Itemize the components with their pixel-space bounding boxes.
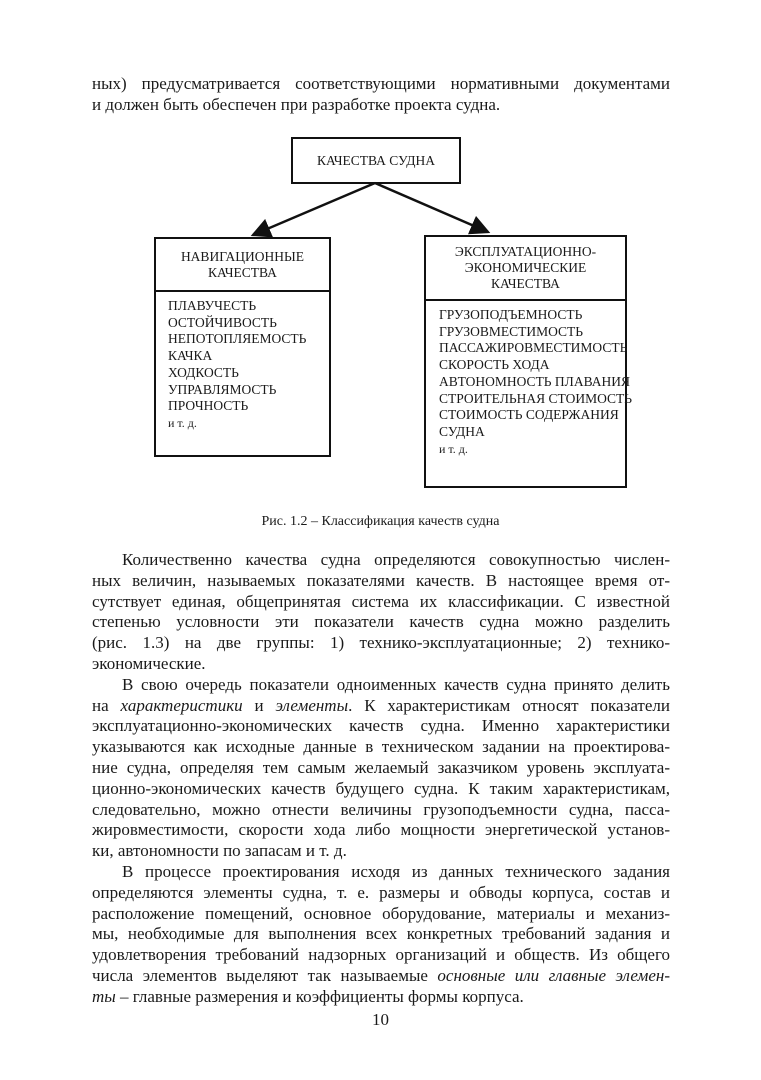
emphasis-text: ты [92,986,116,1006]
text-line [92,987,670,1006]
text-line [92,758,670,777]
navigation-qualities-header [154,237,331,292]
text-segment: В свою очередь показатели одноименных качеств судна принято делить [122,674,670,694]
text-segment: определяются элементы судна, т. е. размеры и обводы корпуса, состав и [92,882,670,902]
text-segment: . К характеристикам относят показатели [348,695,670,715]
text-segment: В процессе проектирования исходя из данных технического задания [122,862,670,881]
quality-item: ПРОЧНОСТЬ [168,398,249,414]
root-box [291,137,461,184]
text-segment: степенью условности эти показатели качеств судна можно разделить [92,612,670,632]
text-segment: экономические. [92,654,206,673]
header-line: КАЧЕСТВА [491,276,560,291]
text-line [92,737,670,756]
emphasis-text: основные или главные элемен- [437,966,670,985]
quality-item: ГРУЗОВМЕСТИМОСТЬ [439,323,584,339]
text-line [122,862,670,881]
text-segment: указываются как исходные данные в техническом задании на проектирова- [92,737,670,757]
quality-item: СТОИМОСТЬ СОДЕРЖАНИЯ [439,407,619,423]
emphasis-text: характеристики [120,695,243,715]
text-line [92,592,670,611]
quality-item: АВТОНОМНОСТЬ ПЛАВАНИЯ [439,373,630,389]
text-segment: удовлетворения требований надзорных организаций и обществ. Из общего [92,945,670,965]
text-line [92,945,670,964]
text-line [92,779,670,798]
header-line: КАЧЕСТВА [208,264,277,280]
text-segment: ционно-экономических качеств будущего судна. К таким характеристикам, [92,778,670,798]
text-line [92,716,670,735]
figure-caption: Рис. 1.2 – Классификация качеств судна [261,514,500,529]
text-line [122,550,670,569]
text-segment: жировместимости, скорости хода либо мощности энергетической установ- [92,820,670,840]
text-segment: сутствует единая, общепринятая система их классификации. С известной [92,591,670,611]
text-segment: на [92,695,121,715]
arrow-right [375,183,488,232]
text-line [92,696,670,715]
text-segment: мы, необходимые для выполнения всех конкретных требований задания и [92,924,670,944]
text-segment: эксплуатационно-экономических качеств судна. Именно характеристики [92,716,670,736]
text-line [92,966,670,985]
quality-item: ХОДКОСТЬ [168,364,239,380]
text-line [92,571,670,590]
text-line [92,633,670,652]
text-line [92,924,670,943]
text-segment: ных величин, называемых показателями качеств. В настоящее время от- [92,570,670,590]
text-segment: и должен быть обеспечен при разработке проекта судна. [92,95,501,114]
quality-item: и т. д. [168,415,197,430]
text-line [122,675,670,694]
text-line [92,904,670,923]
quality-item: ОСТОЙЧИВОСТЬ [168,314,277,330]
page-number: 10 [372,1010,389,1029]
quality-item: УПРАВЛЯМОСТЬ [168,381,277,397]
quality-item: СУДНА [439,423,485,439]
navigation-qualities-list [154,290,331,457]
text-segment: числа элементов выделяют так называемые [92,966,438,985]
header-line: ЭКСПЛУАТАЦИОННО- [454,244,597,259]
text-segment: ных) предусматривается соответствующими нормативными документами [92,74,670,93]
text-segment: – главные размерения и коэффициенты формы корпуса. [115,986,524,1006]
economic-qualities-header [424,235,627,301]
quality-item: ГРУЗОПОДЪЕМНОСТЬ [439,307,583,322]
text-line [92,800,670,819]
text-segment: и [242,695,276,715]
quality-item: и т. д. [439,441,468,456]
text-line [92,841,670,860]
quality-item: КАЧКА [168,348,213,364]
text-segment: Количественно качества судна определяются совокупностью числен- [122,550,670,569]
text-segment: (рис. 1.3) на две группы: 1) технико-эксплуатационные; 2) технико- [92,633,670,653]
quality-item: НЕПОТОПЛЯЕМОСТЬ [168,331,307,347]
quality-item: ПЛАВУЧЕСТЬ [168,298,257,313]
arrow-left [253,183,375,235]
root-label: КАЧЕСТВА СУДНА [317,152,435,168]
text-line [92,883,670,902]
text-segment: расположение помещений, основное оборудование, материалы и механиз- [92,903,670,923]
quality-item: СТРОИТЕЛЬНАЯ СТОИМОСТЬ [439,390,633,406]
header-line: ЭКОНОМИЧЕСКИЕ [464,260,587,275]
quality-item: СКОРОСТЬ ХОДА [439,357,550,373]
text-line [92,820,670,839]
text-segment: следовательно, можно отнести величины грузоподъемности судна, пасса- [92,799,670,819]
emphasis-text: элементы [275,695,349,715]
quality-item: ПАССАЖИРОВМЕСТИМОСТЬ [439,340,628,356]
text-line [92,612,670,631]
economic-qualities-list [424,299,633,488]
header-line: НАВИГАЦИОННЫЕ [180,248,305,264]
text-segment: ки, автономности по запасам и т. д. [92,841,347,861]
text-segment: ние судна, определяя тем самым желаемый заказчиком уровень эксплуата- [92,758,670,777]
text-line [92,654,670,673]
